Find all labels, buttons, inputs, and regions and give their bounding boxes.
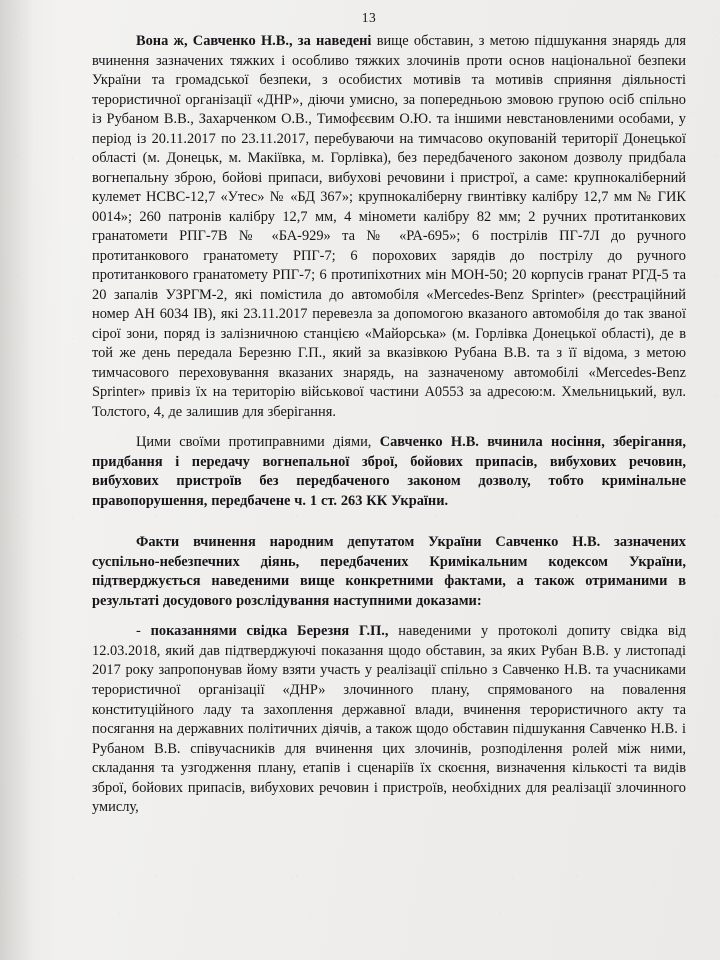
text-run: наведеними у протоколі допиту свідка від 12.03.2018, який дав підтверджуючі показання щодо обставин, за яких Рубан В.В. у листопаді 2017 року запропонував йому взяти участь у реалізації спільно з Савченко Н.В. та учасниками терористичної організації «ДНР» злочинного плану, спрямованого на повалення конституційного ладу та захоплення державної влади, вчинення терористичного акту та посягання на державних політичних діячів, а також щодо обставин підшукання Савченко Н.В. і Рубаном В.В. співучасників для вчинення цих злочинів, розподілення ролей між ними, складання та узгодження плану, етапів і сценаріїв їх скоєння, визначення кількості та видів зброї, бойових припасів, вибухових речовин і пристроїв, необхідних для реалізації злочинного умислу, (92, 623, 686, 816)
paragraph (92, 32, 686, 422)
text-run-bold: показаннями свідка Березня Г.П., (150, 623, 399, 640)
text-run-bold: Факти вчинення народним депутатом України Савченко Н.В. зазначених суспільно-небезпечних діянь, передбачених Кримікальним кодексом України, підтверджується наведеними вище конкретними фактами, а також отриманими в результаті досудового розслідування наступними доказами: (92, 534, 686, 609)
text-run: - (136, 623, 151, 640)
document-body (92, 32, 686, 818)
text-run-bold: Вона ж, Савченко Н.В., за наведені (136, 33, 377, 49)
paragraph (92, 433, 686, 511)
text-run-bold: Савченко Н.В. вчинила носіння, зберігання, придбання і передачу вогнепальної зброї, бойових припасів, вибухових речовин, вибухових пристроїв без передбаченого законом дозволу, тобто кримінальне правопорушення, передбачене ч. 1 ст. 263 КК України. (92, 434, 686, 509)
page-number: 13 (361, 10, 377, 25)
paragraph (92, 622, 686, 817)
paragraph (92, 533, 686, 611)
text-run: вище обставин, з метою підшукання знарядь для вчинення зазначених тяжких і особливо тяжких злочинів проти основ національної безпеки України та громадської безпеки, з особистих мотивів та мотивів сприяння діяльності терористичної організації «ДНР», діючи умисно, за попередньою змовою групою осіб спільно із Рубаном В.В., Захарченком О.В., Тимофєєвим О.Ю. та іншими невстановленими особами, у період із 20.11.2017 по 23.11.2017, перебуваючи на тимчасово окупованій території Донецької області (м. Донецьк, м. Макіївка, м. Горлівка), без передбаченого законом дозволу придбала вогнепальну зброю, бойові припаси, вибухові речовини і пристрої, а саме: крупнокаліберний кулемет НСВС-12,7 «Утес» № «БД 367»; крупнокаліберну гвинтівку калібру 12,7 мм № ГИК 0014»; 260 патронів калібру 12,7 мм, 4 міномети калібру 82 мм; 2 ручних протитанкових гранатомети РПГ-7В № «БА-929» та № «РА-695»; 6 пострілів ПГ-7Л до ручного протитанкового гранатомету РПГ-7; 6 порохових зарядів до пострілу до ручного протитанкового гранатомету РПГ-7; 6 протипіхотних мін МОН-50; 20 корпусів гранат РГД-5 та 20 запалів УЗРГМ-2, які помістила до автомобіля «Mercedes-Benz Sprinter» (реєстраційний номер АН 6034 ІВ), які 23.11.2017 перевезла за допомогою вказаного автомобіля до так званої сірої зони, поряд із залізничною станцією «Майорська» (м. Горлівка Донецької області), де в той же день передала Березню Г.П., який за вказівкою Рубана В.В. та з її відома, з метою тимчасового переховування вказаних знарядь, на зазначеному автомобілі «Mercedes-Benz Sprinter» привіз їх на територію військової частини А0553 за адресою:м. Хмельницький, вул. Толстого, 4, де залишив для зберігання. (92, 33, 686, 420)
text-run: Цими своїми протиправними діями, (136, 434, 380, 451)
